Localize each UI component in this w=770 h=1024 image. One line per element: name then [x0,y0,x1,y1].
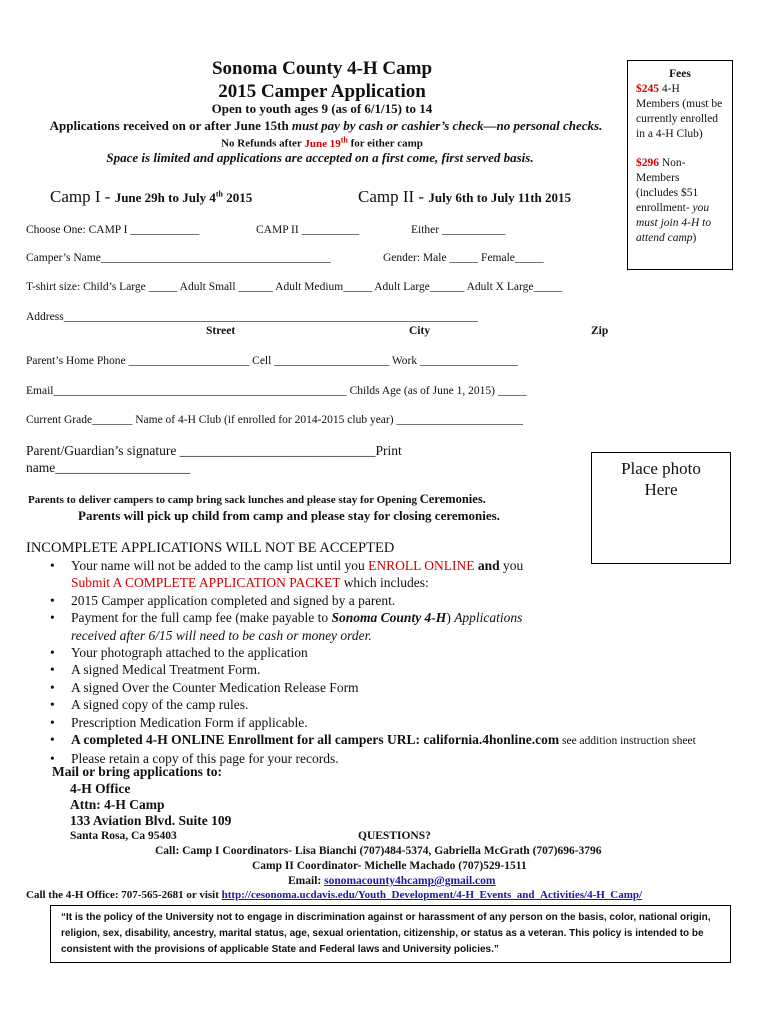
list-item: • Payment for the full camp fee (make payable to Sonoma County 4-H) Applications [50,610,523,626]
camper-name-field[interactable]: Camper’s Name________________________________________ [26,252,331,264]
signature-line-1[interactable]: Parent/Guardian’s signature _____________________________Print [26,443,402,458]
mail-line-3: 133 Aviation Blvd. Suite 109 [70,813,232,828]
list-item: • Your name will not be added to the camp list until you ENROLL ONLINE and you [50,558,524,573]
list-item: • Your photograph attached to the application [50,645,308,661]
nondiscrimination-policy: “It is the policy of the University not to engage in discrimination against or harassment of any person on the basis, color, national origin, religion, sex, disability, ancestry, marital status, age, sexual orientation, citizenship, or status as a veteran. This policy is intended to be consistent with the provisions of applicable State and Federal laws and University policies.” [50,905,731,963]
title-line-1: Sonoma County 4-H Camp [211,58,433,79]
list-item: • A signed Medical Treatment Form. [50,662,261,678]
refunds-line [112,135,532,150]
call-coordinators-1: Call: Camp I Coordinators- Lisa Bianchi (707)484-5374, Gabriella McGrath (707)696-3796 [155,845,602,857]
refunds-post: for either camp [347,137,423,150]
city-label: City [409,325,431,337]
list-item: • A signed Over the Counter Medication Release Form [50,679,359,695]
age-line: Open to youth ages 9 (as of 6/1/15) to 14 [211,101,433,116]
address-field[interactable]: Address________________________________________________________________________ [26,311,478,323]
applications-pre: Applications received on or after June 15th [49,118,292,133]
pickup-line: Parents will pick up child from camp and please stay for closing ceremonies. [78,508,500,523]
list-item: Submit A COMPLETE APPLICATION PACKET which includes: [71,575,429,591]
mail-line-1: 4-H Office [70,781,131,796]
signature-line-2[interactable]: name____________________ [26,460,191,475]
camp-website-link[interactable]: http://cesonoma.ucdavis.edu/Youth_Development/4-H_Events_and_Activities/4-H_Camp/ [221,889,643,901]
call-coordinators-2: Camp II Coordinator- Michelle Machado (707)529-1511 [252,860,527,872]
deliver-line: Parents to deliver campers to camp bring sack lunches and please stay for Opening Ceremonies. [28,492,486,506]
camp-choice-camp2[interactable]: CAMP II __________ [256,224,360,236]
zip-label: Zip [591,325,609,337]
questions-label: QUESTIONS? [358,830,431,842]
email-contact: Email: sonomacounty4hcamp@gmail.com [288,875,496,887]
photo-label-1: Place photo [621,459,701,478]
fees-nonmember: $296 Non-Members (includes $51 enrollment- you must join 4-H to attend camp) [636,157,712,244]
space-line: Space is limited and applications are accepted on a first come, first served basis. [106,150,534,165]
camp-2-heading: Camp II - July 6th to July 11th 2015 [358,187,572,206]
grade-club-fields[interactable]: Current Grade_______ Name of 4-H Club (if enrolled for 2014-2015 club year) ______________________ [26,414,523,426]
mail-line-2: Attn: 4-H Camp [70,797,165,812]
list-item: • A signed copy of the camp rules. [50,697,249,713]
refunds-date: June 19th [304,135,348,150]
gender-field[interactable]: Gender: Male _____ Female_____ [383,252,544,264]
fees-member: $245 4-H Members (must be currently enrolled in a 4-H Club) [636,83,723,140]
camp-choice-camp1[interactable]: Choose One: CAMP I ____________ [26,224,200,236]
refunds-pre: No Refunds after [221,137,305,150]
photo-box[interactable] [591,452,731,564]
fees-title: Fees [669,68,691,80]
office-contact: Call the 4-H Office: 707-565-2681 or visit http://cesonoma.ucdavis.edu/Youth_Development/4-H_Events_and_Activities/4-H_Camp/ [26,889,643,901]
list-item: • Please retain a copy of this page for your records. [50,751,339,767]
email-link[interactable]: sonomacounty4hcamp@gmail.com [324,875,496,887]
requirements-list [26,557,746,768]
applications-line [26,118,626,134]
incomplete-heading: INCOMPLETE APPLICATIONS WILL NOT BE ACCEPTED [26,540,395,556]
phone-fields[interactable]: Parent’s Home Phone _____________________ Cell ____________________ Work _________________ [26,355,518,367]
fees-box [627,60,733,270]
email-age-fields[interactable]: Email___________________________________________________ Childs Age (as of June 1, 2015) _____ [26,385,527,397]
camp-1-heading: Camp I - June 29h to July 4th 2015 [50,187,253,206]
street-label: Street [206,325,236,337]
list-item: • Prescription Medication Form if applicable. [50,714,308,730]
mail-heading: Mail or bring applications to: [52,764,223,779]
mail-line-4: Santa Rosa, Ca 95403 [70,830,177,842]
list-item: • A completed 4-H ONLINE Enrollment for all campers URL: california.4honline.com see addition instruction sheet [50,732,696,748]
list-item: • 2015 Camper application completed and signed by a parent. [50,592,396,608]
photo-label-2: Here [644,480,678,499]
camp-choice-either[interactable]: Either ___________ [411,224,506,236]
applications-italic: must pay by cash or cashier’s check—no personal checks. [291,118,603,133]
tshirt-size-field[interactable]: T-shirt size: Child’s Large _____ Adult Small ______ Adult Medium_____ Adult Large______ Adult X Large_____ [26,281,563,293]
list-item: received after 6/15 will need to be cash or money order. [71,627,372,643]
title-line-2: 2015 Camper Application [218,81,426,102]
